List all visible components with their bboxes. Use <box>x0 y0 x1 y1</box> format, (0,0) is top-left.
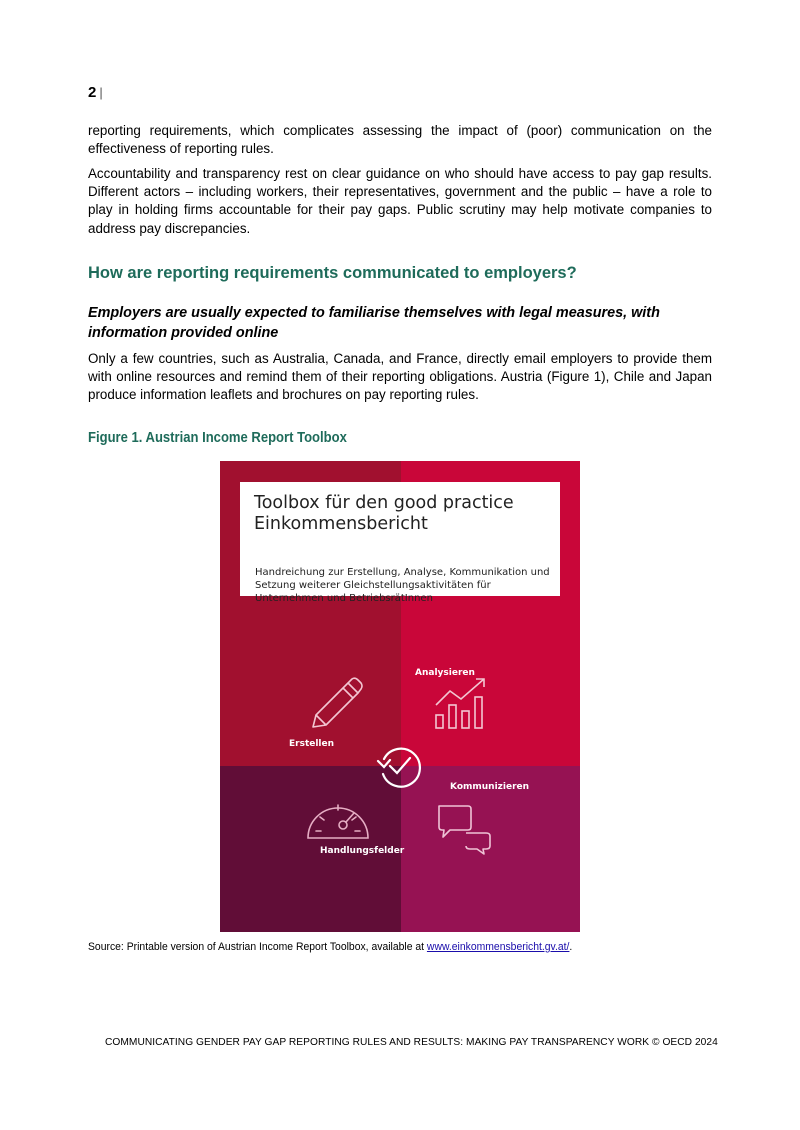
figure-source-text: Source: Printable version of Austrian Income Report Toolbox, available at <box>88 941 427 953</box>
cover-label-kommunizieren: Kommunizieren <box>450 782 530 792</box>
cover-title-line-1: Toolbox für den good practice <box>254 493 514 513</box>
subheading: Employers are usually expected to familiarise themselves with legal measures, with information provided online <box>88 305 660 341</box>
cover-label-handlungsfelder: Handlungsfelder <box>320 846 405 856</box>
figure-source-link[interactable]: www.einkommensbericht.gv.at/ <box>426 941 570 953</box>
paragraph-1: reporting requirements, which complicates assessing the impact of (poor) communication on the effectiveness of reporting rules. <box>88 123 712 157</box>
toolbox-cover-image <box>220 461 580 932</box>
cover-label-analysieren: Analysieren <box>415 668 475 678</box>
speech-bubbles-icon <box>436 803 494 855</box>
paragraph-3: Only a few countries, such as Australia, Canada, and France, directly email employers to provide them with online resources and remind them of their reporting obligations. Austria (Figure 1), Chile and Japan produce information leaflets and brochures on pay reporting rules. <box>88 351 712 403</box>
cover-label-erstellen: Erstellen <box>289 739 335 749</box>
page-number-value: 2 <box>88 84 97 101</box>
cover-subtitle: Handreichung zur Erstellung, Analyse, Kommunikation und Setzung weiterer Gleichstellungsaktivitäten für Unternehmen und BetriebsrätInnen <box>255 567 550 604</box>
figure-source <box>88 941 572 953</box>
paragraph-2: Accountability and transparency rest on clear guidance on who should have access to pay gap results. Different actors – including workers, their representatives, government and the public – have a role to play in holding firms accountable for their pay gaps. Public scrutiny may help motivate companies to address pay discrepancies. <box>88 166 712 236</box>
page-footer: COMMUNICATING GENDER PAY GAP REPORTING RULES AND RESULTS: MAKING PAY TRANSPARENCY WORK © OECD 2024 <box>105 1037 718 1048</box>
refresh-check-icon <box>375 744 425 788</box>
bar-chart-icon <box>434 675 494 731</box>
figure-source-suffix: . <box>569 941 573 953</box>
cover-title-line-2: Einkommensbericht <box>254 514 428 534</box>
section-heading: How are reporting requirements communicated to employers? <box>88 264 577 282</box>
cover-title-box <box>240 482 560 604</box>
pencil-icon <box>308 673 368 729</box>
speedometer-icon <box>306 795 370 841</box>
figure-title: Figure 1. Austrian Income Report Toolbox <box>88 430 347 446</box>
page-number-separator: | <box>99 85 103 100</box>
page-number <box>88 84 103 101</box>
